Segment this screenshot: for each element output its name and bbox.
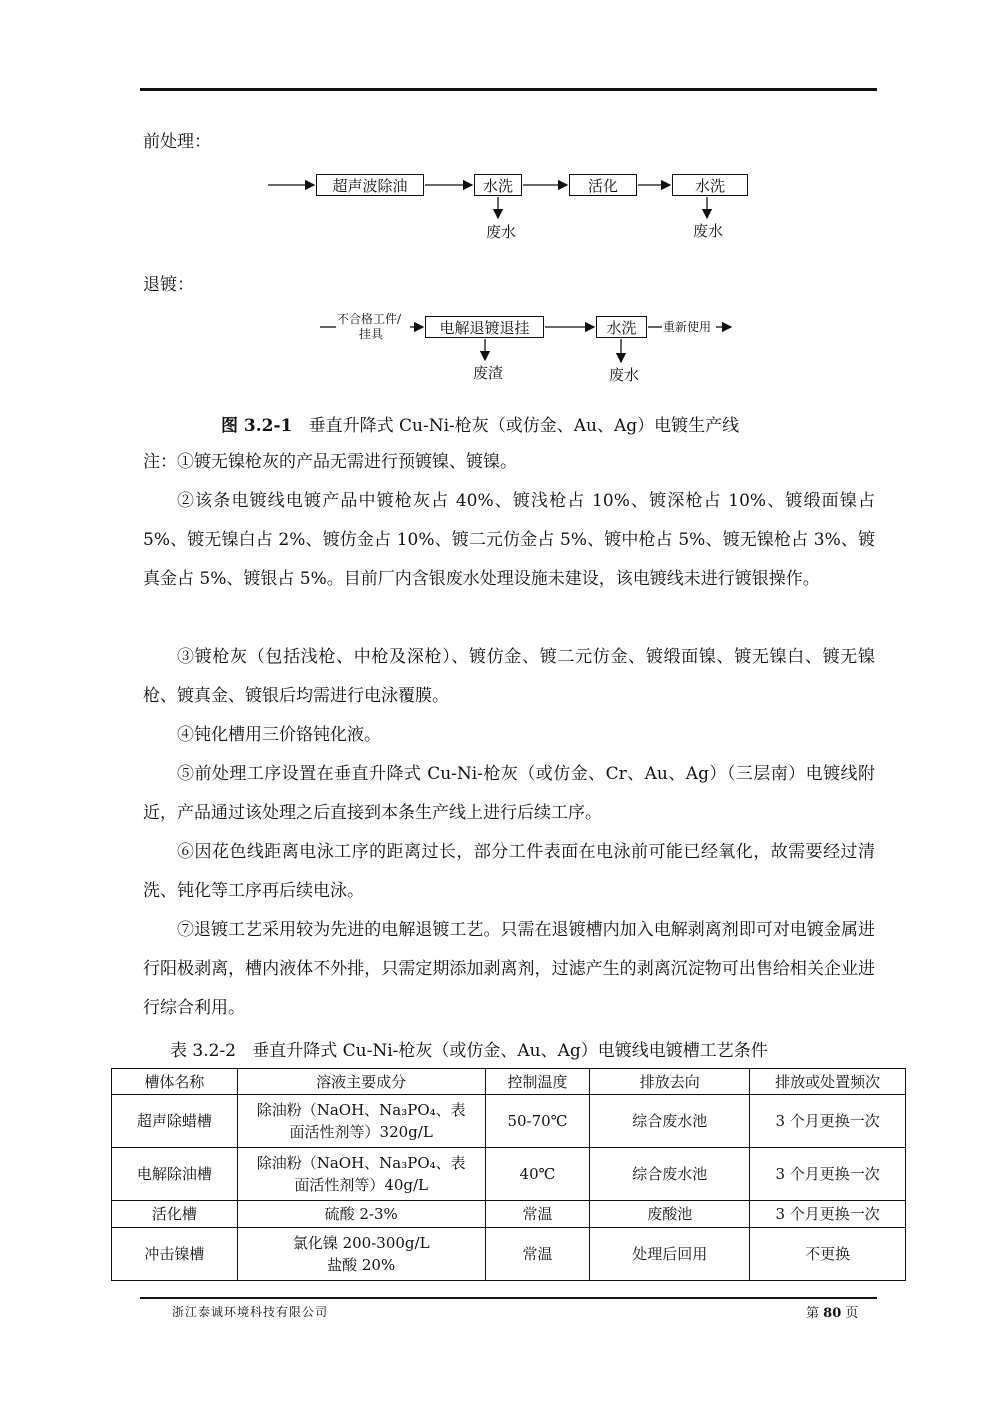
flow-step-electrolytic-stripping: 电解退镀退挂 [425,316,544,338]
waste-water-label: 废水 [486,223,517,241]
input-label-line1: 不合格工件/ [337,312,402,326]
table-title: 垂直升降式 Cu-Ni-枪灰（或仿金、Au、Ag）电镀线电镀槽工艺条件 [252,1041,768,1061]
tank-name: 超声除蜡槽 [112,1095,238,1148]
solution-composition: 硫酸 2-3% [237,1201,485,1228]
figure-caption [221,411,739,436]
discharge-destination: 综合废水池 [590,1095,750,1148]
note-7: ⑦退镀工艺采用较为先进的电解退镀工艺。只需在退镀槽内加入电解剥离剂即可对电镀金属进行阳极剥离，槽内液体不外排，只需定期添加剥离剂，过滤产生的剥离沉淀物可出售给相关企业进行综合利用。 [143,920,875,1018]
composition-line: 面活性剂等）320g/L [289,1123,433,1141]
waste-residue-label: 废渣 [473,364,504,382]
output-label: 重新使用 [663,320,712,334]
disposal-frequency: 不更换 [750,1228,906,1281]
tank-name: 活化槽 [112,1201,238,1228]
page-prefix: 第 [806,1306,820,1321]
control-temperature: 常温 [485,1201,590,1228]
control-temperature: 40℃ [485,1148,590,1201]
solution-composition [237,1148,485,1201]
control-temperature: 常温 [485,1228,590,1281]
column-header: 槽体名称 [112,1069,238,1095]
composition-line: 氯化镍 200-300g/L [292,1234,430,1252]
tank-name: 冲击镍槽 [112,1228,238,1281]
discharge-destination: 废酸池 [590,1201,750,1228]
composition-line: 除油粉（NaOH、Na₃PO₄、表 [256,1101,466,1119]
composition-line: 盐酸 20% [327,1256,396,1274]
waste-water-label: 废水 [609,366,640,384]
discharge-destination: 处理后回用 [590,1228,750,1281]
flow-step-ultrasonic-degreasing: 超声波除油 [316,174,424,196]
disposal-frequency: 3 个月更换一次 [750,1201,906,1228]
page-number-value: 80 [823,1306,842,1321]
pretreatment-label: 前处理： [143,132,211,152]
composition-line: 面活性剂等）40g/L [294,1176,429,1194]
solution-composition [237,1095,485,1148]
note-5: ⑤前处理工序设置在垂直升降式 Cu-Ni-枪灰（或仿金、Cr、Au、Ag）（三层南）电镀线附近，产品通过该处理之后直接到本条生产线上进行后续工序。 [143,764,875,823]
table-row [112,1201,906,1228]
table-row [112,1148,906,1201]
column-header: 排放或处置频次 [750,1069,906,1095]
disposal-frequency: 3 个月更换一次 [750,1148,906,1201]
control-temperature: 50-70℃ [485,1095,590,1148]
note-2: ②该条电镀线电镀产品中镀枪灰占 40%、镀浅枪占 10%、镀深枪占 10%、镀缎面镍占 5%、镀无镍白占 2%、镀仿金占 10%、镀二元仿金占 5%、镀中枪占 5%、镀无镍枪占 3%、镀真金占 5%、镀银占 5%。目前厂内含银废水处理设施未建设，该电镀线未进行镀银操作。 [143,491,875,589]
flow-step-activation: 活化 [569,174,637,196]
stripping-label: 退镀： [143,275,194,295]
waste-water-label: 废水 [693,222,724,240]
tank-name: 电解除油槽 [112,1148,238,1201]
table-row [112,1095,906,1148]
table-caption [170,1036,768,1061]
disposal-frequency: 3 个月更换一次 [750,1095,906,1148]
page-number [806,1302,858,1321]
figure-title: 垂直升降式 Cu-Ni-枪灰（或仿金、Au、Ag）电镀生产线 [308,416,740,436]
table-header-row [112,1069,906,1095]
note-6: ⑥因花色线距离电泳工序的距离过长，部分工件表面在电泳前可能已经氧化，故需要经过清洗、钝化等工序再后续电泳。 [143,842,875,901]
solution-composition [237,1228,485,1281]
discharge-destination: 综合废水池 [590,1148,750,1201]
process-conditions-table [111,1068,906,1281]
note-4: ④钝化槽用三价铬钝化液。 [177,725,381,745]
figure-number: 图 3.2-1 [221,416,293,436]
note-1: 注：①镀无镍枪灰的产品无需进行预镀镍、镀镍。 [143,452,517,472]
column-header: 控制温度 [485,1069,590,1095]
input-label-line2: 挂具 [359,327,384,341]
flow-step-rinse: 水洗 [596,316,647,338]
page-suffix: 页 [845,1306,859,1321]
note-3: ③镀枪灰（包括浅枪、中枪及深枪）、镀仿金、镀二元仿金、镀缎面镍、镀无镍白、镀无镍枪、镀真金、镀银后均需进行电泳覆膜。 [143,647,875,706]
column-header: 溶液主要成分 [237,1069,485,1095]
footer-rule [140,1297,877,1299]
flow-step-rinse: 水洗 [672,174,748,196]
composition-line: 除油粉（NaOH、Na₃PO₄、表 [256,1154,466,1172]
column-header: 排放去向 [590,1069,750,1095]
table-number: 表 3.2-2 [170,1041,236,1061]
flow-step-rinse: 水洗 [474,174,522,196]
table-row [112,1228,906,1281]
flow-diagrams [0,0,992,420]
company-name: 浙江泰诚环境科技有限公司 [172,1305,329,1319]
